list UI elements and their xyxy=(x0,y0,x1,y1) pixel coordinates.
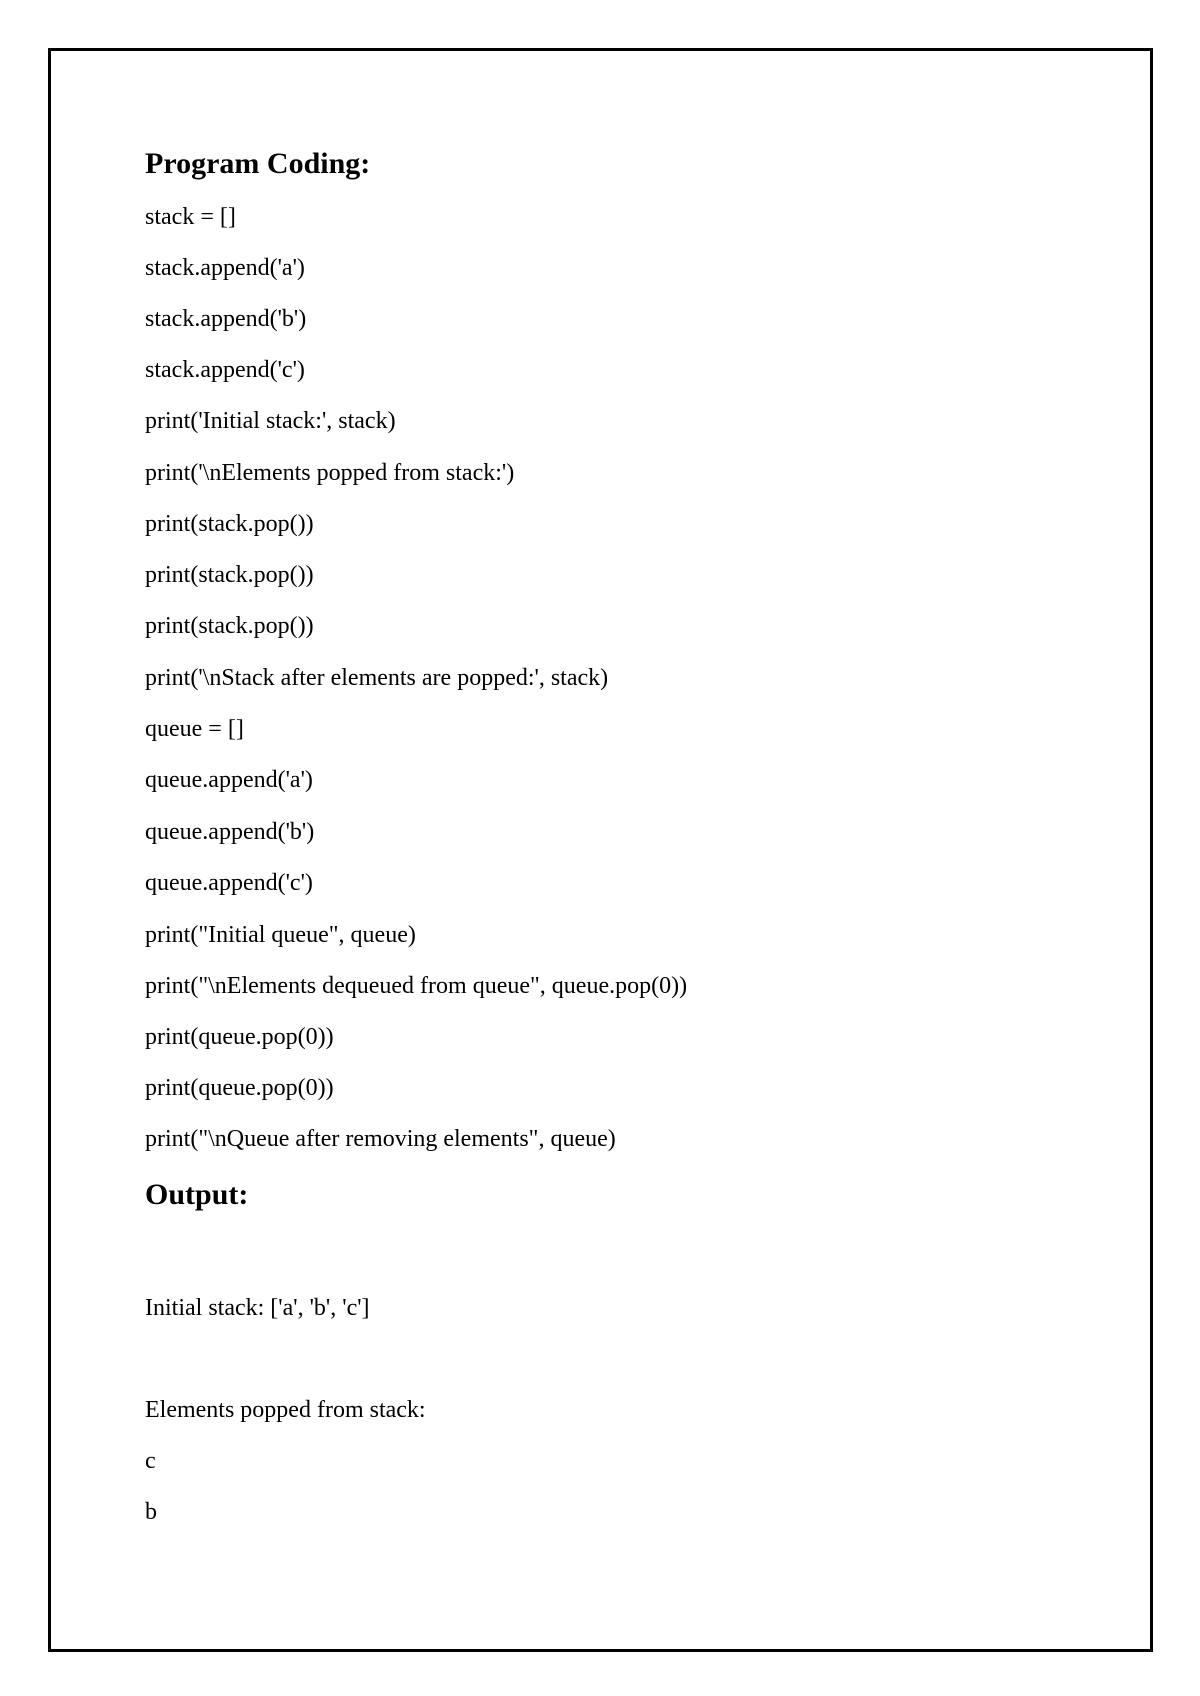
code-line: stack.append('b') xyxy=(145,306,307,332)
code-line: print("\nQueue after removing elements", queue) xyxy=(145,1126,616,1152)
program-coding-heading: Program Coding: xyxy=(145,147,371,180)
output-line: b xyxy=(145,1499,157,1525)
code-line: print(queue.pop(0)) xyxy=(145,1024,334,1050)
code-line: stack.append('c') xyxy=(145,357,305,383)
code-line: queue = [] xyxy=(145,716,244,742)
output-line: c xyxy=(145,1448,156,1474)
code-line: stack.append('a') xyxy=(145,255,305,281)
code-line: print(stack.pop()) xyxy=(145,562,314,588)
code-line: print('\nElements popped from stack:') xyxy=(145,460,515,486)
output-line: Elements popped from stack: xyxy=(145,1397,426,1423)
code-line: print("Initial queue", queue) xyxy=(145,922,416,948)
code-line: queue.append('c') xyxy=(145,870,313,896)
code-line: stack = [] xyxy=(145,204,236,230)
code-line: print(stack.pop()) xyxy=(145,613,314,639)
code-line: queue.append('a') xyxy=(145,767,313,793)
code-line: print(stack.pop()) xyxy=(145,511,314,537)
code-line: print('Initial stack:', stack) xyxy=(145,408,396,434)
code-line: print(queue.pop(0)) xyxy=(145,1075,334,1101)
code-line: print("\nElements dequeued from queue", queue.pop(0)) xyxy=(145,973,688,999)
code-line: queue.append('b') xyxy=(145,819,315,845)
code-line: print('\nStack after elements are popped:', stack) xyxy=(145,665,609,691)
output-line: Initial stack: ['a', 'b', 'c'] xyxy=(145,1295,370,1321)
output-heading: Output: xyxy=(145,1178,249,1211)
